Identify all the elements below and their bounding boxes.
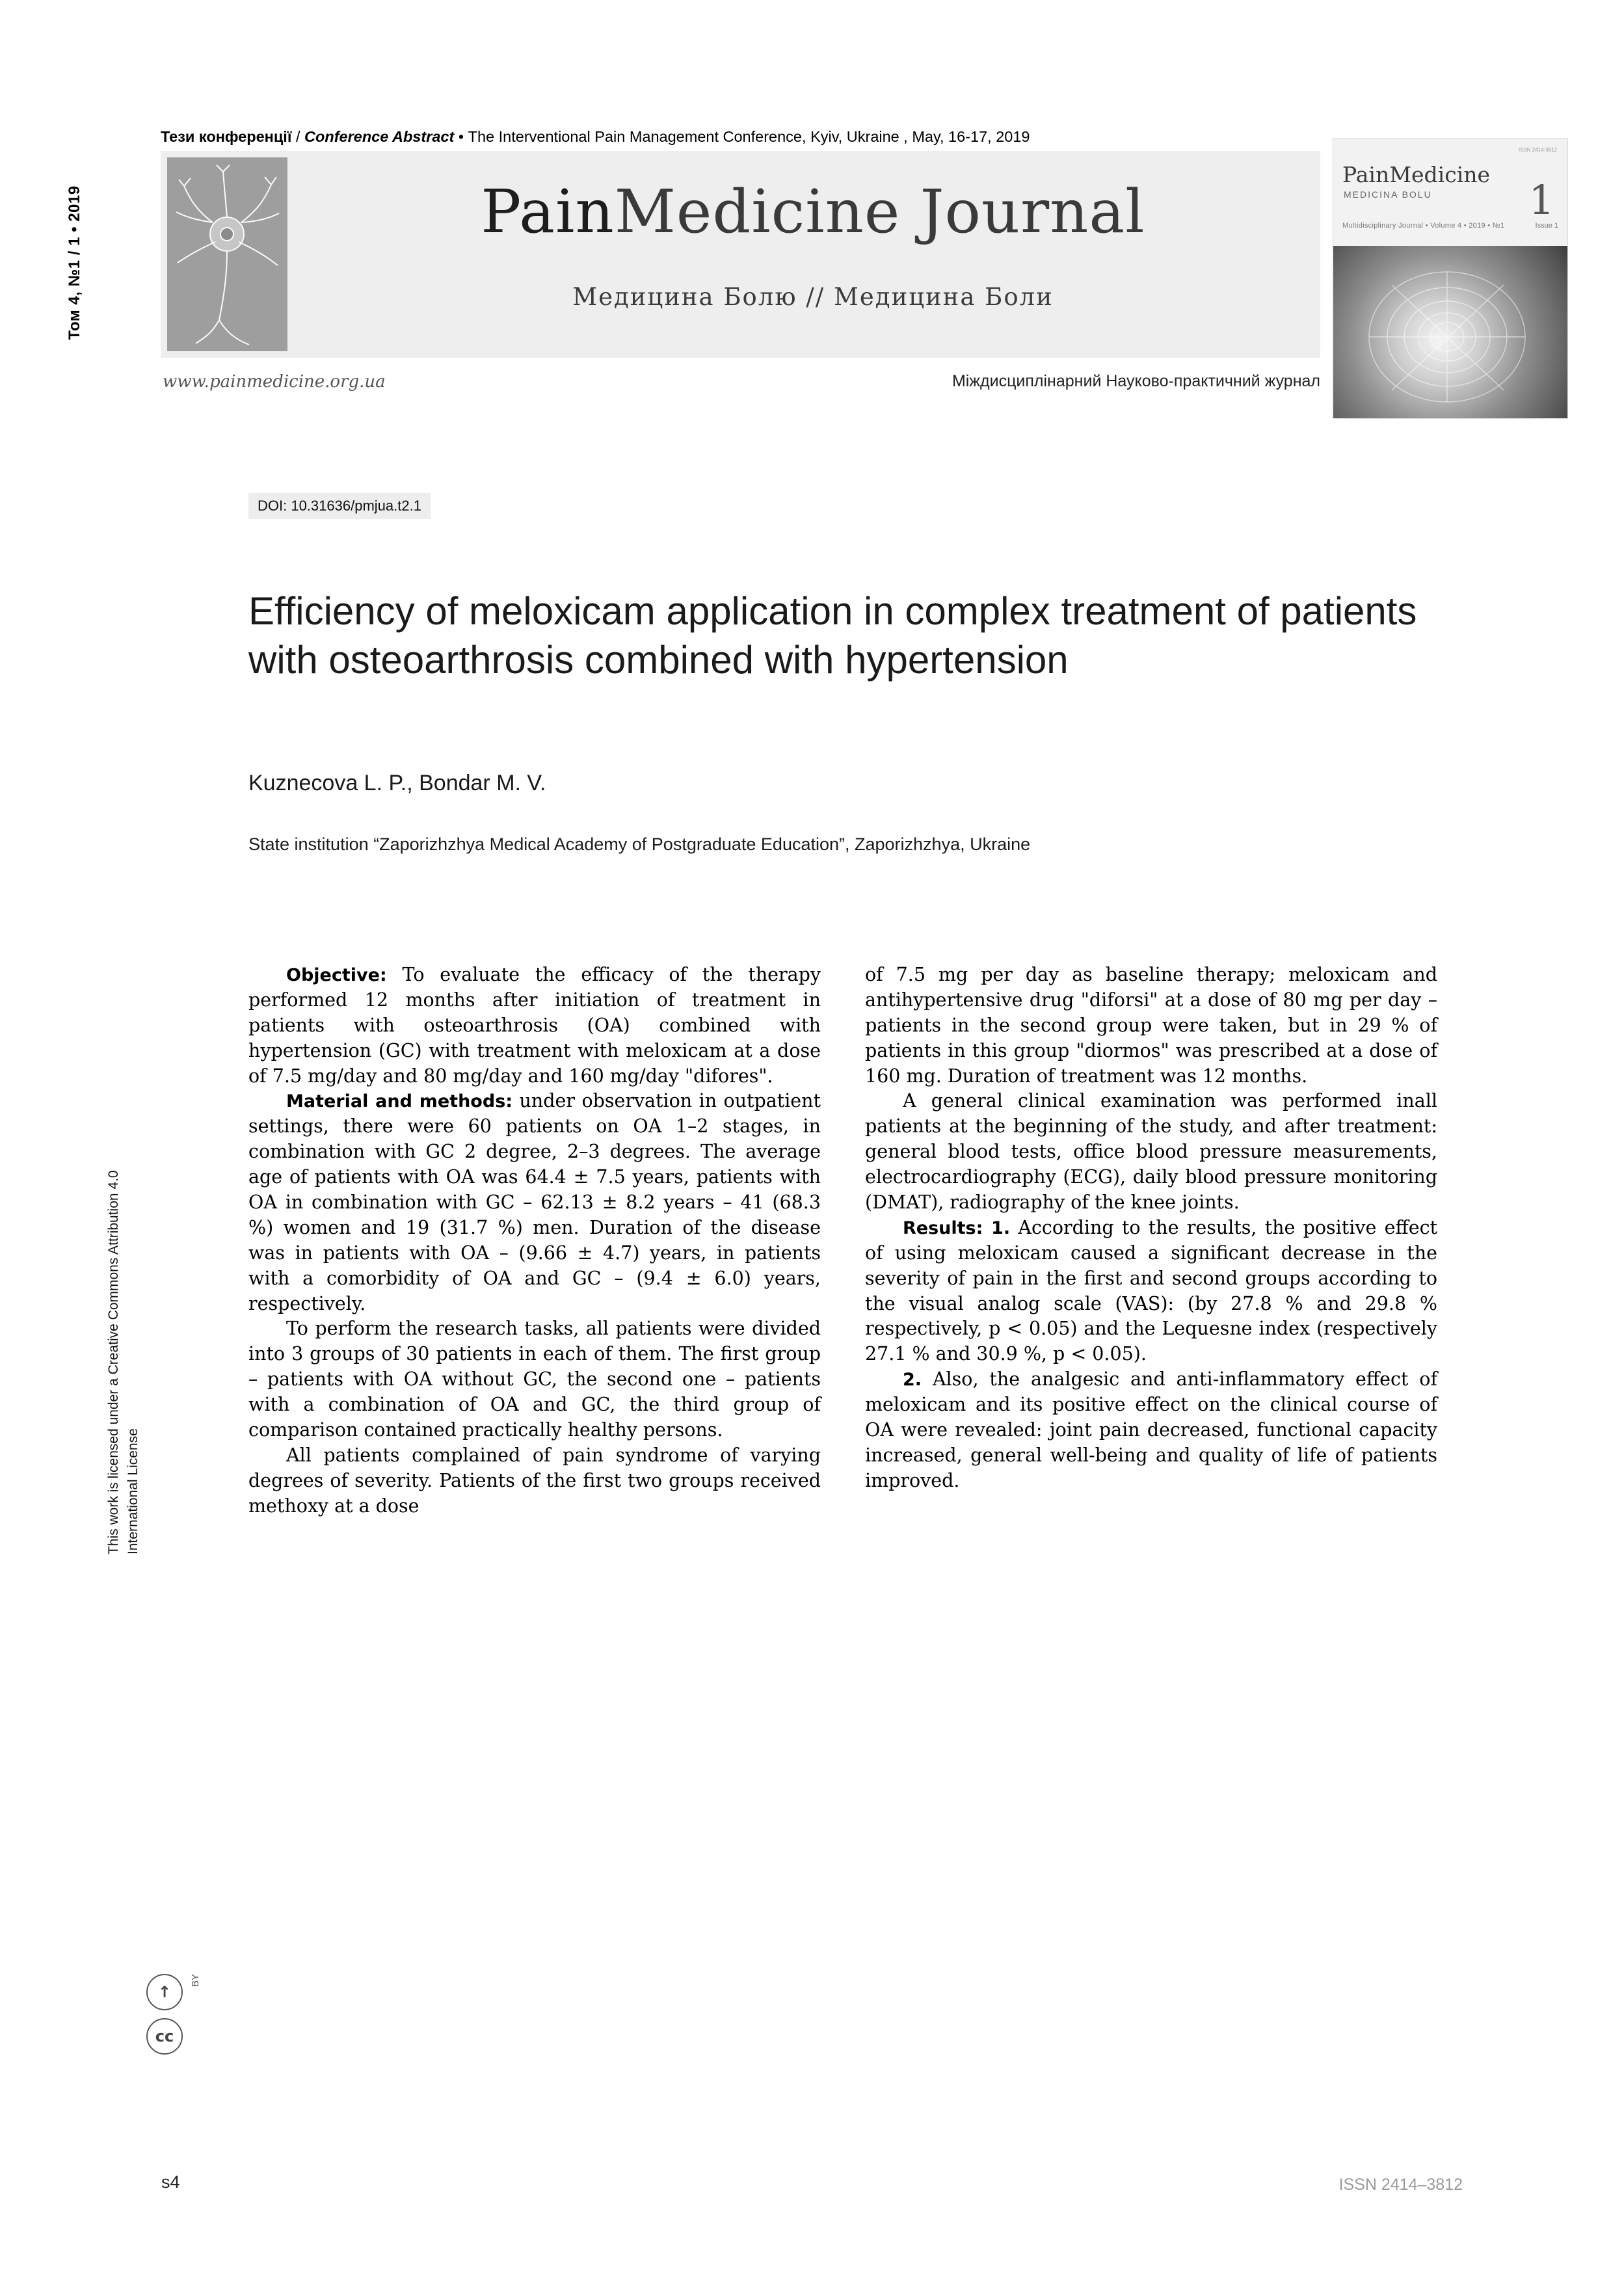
journal-title-part2: Medicine bbox=[614, 177, 901, 246]
running-head-label-en: Conference Abstract bbox=[304, 128, 455, 145]
page-number: s4 bbox=[161, 2172, 180, 2192]
paragraph-text: According to the results, the positive effect of using meloxicam caused a significant decrease in the severity of pain in the first and second groups according to the visual analog scale (VAS): (by 27.8 % and 29.8 % respectively, p < 0.05) and the Lequesne index (respectively 27.1 % and 30.9 %, p < 0.05). bbox=[865, 1216, 1438, 1365]
journal-logo bbox=[167, 157, 287, 351]
paragraph bbox=[248, 1089, 821, 1316]
paragraph-lead: Objective: bbox=[286, 965, 387, 985]
affiliation: State institution “Zaporizhzhya Medical Academy of Postgraduate Education”, Zaporizhzhya, Ukraine bbox=[248, 834, 1031, 854]
license-text: This work is licensed under a Creative Commons Attribution 4.0 International License bbox=[106, 1170, 141, 1554]
paragraph-lead: Material and methods: bbox=[286, 1091, 513, 1112]
cover-illustration bbox=[1333, 246, 1567, 418]
paragraph bbox=[248, 963, 821, 1089]
journal-subtitle: Медицина Болю // Медицина Боли bbox=[572, 283, 1054, 311]
paragraph bbox=[865, 1089, 1437, 1215]
paragraph-text: of 7.5 mg per day as baseline therapy; meloxicam and antihypertensive drug "diforsi" at a dose of 80 mg per day – patients in the second group were taken, but in 29 % of patients in this group "diormos" was prescribed at a dose of 160 mg. Duration of treatment was 12 months. bbox=[865, 964, 1437, 1087]
running-head-slash: / bbox=[291, 128, 305, 145]
journal-title-part3: Journal bbox=[920, 177, 1145, 246]
paragraph-text: To perform the research tasks, all patients were divided into 3 groups of 30 patients in each of them. The first group – patients with OA without GC, the second one – patients with a combination of OA and GC, the third group of comparison contained practically healthy persons. bbox=[248, 1318, 821, 1441]
paragraph-text: All patients complained of pain syndrome of varying degrees of severity. Patients of the first two groups received methoxy at a dose bbox=[248, 1444, 821, 1517]
paragraph-text: A general clinical examination was performed inall patients at the beginning of the study, and after treatment: general blood tests, office blood pressure measurements, electrocardiography (ECG), daily blood pressure monitoring (DMAT), radiography of the knee joints. bbox=[865, 1090, 1437, 1214]
running-head-label-uk: Тези конференції bbox=[161, 128, 292, 145]
paragraph-lead: 2. bbox=[903, 1370, 922, 1391]
nautilus-shell-icon bbox=[1333, 246, 1567, 418]
running-head-conference: The Interventional Pain Management Conference, Kyiv, Ukraine , May, 16-17, 2019 bbox=[468, 128, 1030, 145]
authors: Kuznecova L. P., Bondar M. V. bbox=[248, 771, 546, 795]
running-head bbox=[161, 127, 1266, 146]
cc-glyph: cc bbox=[155, 2027, 174, 2045]
cc-by-icon bbox=[146, 1974, 183, 2010]
paragraph bbox=[248, 1443, 821, 1519]
cover-meta-left: Multidisciplinary Journal • Volume 4 • 2019 • №1 bbox=[1342, 222, 1505, 230]
neuron-icon bbox=[167, 157, 287, 351]
paragraph-text: under observation in outpatient settings, there were 60 patients on OA 1–2 stages, in combination with GC 2 degree, 2–3 degrees. The average age of patients with OA was 64.4 ± 7.5 years, patients with OA in combination with GC – 62.13 ± 8.2 years – 41 (68.3 %) women and 19 (31.7 %) men. Duration of the disease was in patients with OA – (9.66 ± 4.7) years, in patients with a comorbidity of OA and GC – (9.4 ± 6.0) years, respectively. bbox=[248, 1090, 821, 1314]
creative-commons-badges[interactable] bbox=[146, 1974, 192, 2062]
issue-cover-thumbnail bbox=[1333, 138, 1568, 419]
cc-icon bbox=[146, 2018, 183, 2055]
page-title: Efficiency of meloxicam application in complex treatment of patients with osteoarthrosis combined with hypertension bbox=[248, 589, 1417, 682]
paragraph bbox=[865, 1367, 1437, 1493]
cover-title: PainMedicine bbox=[1342, 162, 1491, 187]
journal-website[interactable]: www.painmedicine.org.ua bbox=[163, 372, 386, 392]
running-head-sep: • bbox=[454, 128, 468, 145]
paragraph-text: Also, the analgesic and anti-inflammatory effect of meloxicam and its positive effect on the clinical course of OA were revealed: joint pain decreased, functional capacity increased, general well-being and quality of life of patients improved. bbox=[865, 1368, 1437, 1491]
journal-kind: Міждисциплінарний Науково-практичний журнал bbox=[952, 372, 1320, 390]
cc-by-label: BY bbox=[190, 1973, 201, 1987]
doi-badge[interactable]: DOI: 10.31636/pmjua.t2.1 bbox=[248, 493, 431, 519]
journal-title-part1: Pain bbox=[481, 177, 615, 246]
issn: ISSN 2414–3812 bbox=[1338, 2176, 1463, 2194]
paragraph bbox=[865, 1216, 1437, 1367]
body-column-right bbox=[865, 963, 1437, 1494]
cc-by-glyph: ↑ bbox=[157, 1983, 172, 2001]
cover-meta-right: Issue 1 bbox=[1535, 222, 1558, 230]
journal-title bbox=[306, 177, 1320, 246]
cover-issue-number: 1 bbox=[1528, 176, 1554, 224]
paragraph bbox=[865, 963, 1437, 1089]
paragraph-lead: Results: 1. bbox=[903, 1218, 1011, 1238]
cover-subtitle: MEDICINA BOLU bbox=[1344, 189, 1432, 200]
volume-side-label: Том 4, №1 / 1 • 2019 bbox=[66, 185, 83, 340]
paragraph bbox=[248, 1316, 821, 1443]
cover-tiny-text: ISSN 2414-3812 bbox=[1518, 147, 1557, 153]
body-column-left bbox=[248, 963, 821, 1519]
paragraph-text: To evaluate the efficacy of the therapy performed 12 months after initiation of treatment in patients with osteoarthrosis (OA) combined with hypertension (GC) with treatment with meloxicam at a dose of 7.5 mg/day and 80 mg/day and 160 mg/day "difores". bbox=[248, 964, 821, 1087]
